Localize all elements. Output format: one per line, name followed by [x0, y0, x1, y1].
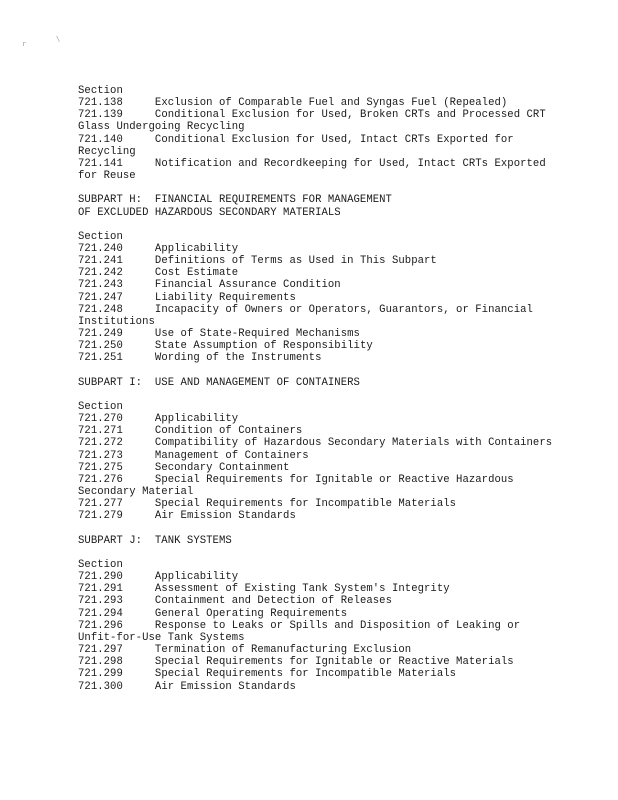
entry-separator: [123, 158, 155, 170]
toc-entry: [78, 668, 558, 680]
toc-entry: [78, 109, 558, 133]
blank-line: [78, 365, 558, 377]
section-list: [78, 85, 558, 182]
toc-entry: [78, 450, 558, 462]
entry-separator: [123, 340, 155, 352]
entry-separator: [123, 279, 155, 291]
toc-entry: [78, 681, 558, 693]
entry-separator: [123, 267, 155, 279]
section-title: Cost Estimate: [154, 267, 239, 280]
section-title: Conditional Exclusion for Used, Broken CRTs and Processed CRT Glass Undergoing Recycling: [78, 109, 553, 134]
section-label: Section: [78, 401, 123, 413]
section-number: 721.272: [78, 437, 123, 450]
section-number: 721.139: [78, 109, 123, 122]
section-number: 721.276: [78, 473, 123, 486]
section-title: Conditional Exclusion for Used, Intact CRTs Exported for Recycling: [78, 133, 521, 158]
toc-entry: [78, 340, 558, 352]
section-title: Wording of the Instruments: [154, 352, 322, 365]
section-label: Section: [78, 559, 123, 571]
section-number: 721.298: [78, 656, 123, 669]
section-label: Section: [78, 85, 123, 97]
section-number: 721.241: [78, 255, 123, 268]
scan-speck: \: [56, 35, 61, 43]
toc-entry: [78, 304, 558, 328]
toc-entry: [78, 437, 558, 449]
section-title: Response to Leaks or Spills and Disposition of Leaking or Unfit-for-Use Tank Systems: [78, 619, 527, 644]
entry-separator: [123, 134, 155, 146]
section-number: 721.250: [78, 340, 123, 353]
entry-separator: [123, 681, 155, 693]
toc-entry: [78, 644, 558, 656]
blank-line: [78, 182, 558, 194]
entry-separator: [123, 668, 155, 680]
subpart-heading-line: SUBPART I: USE AND MANAGEMENT OF CONTAINERS: [78, 376, 360, 389]
section-title: Air Emission Standards: [154, 680, 296, 693]
section-number: 721.273: [78, 449, 123, 462]
section-list: [78, 401, 558, 523]
section-title: State Assumption of Responsibility: [154, 340, 373, 353]
section-number: 721.251: [78, 352, 123, 365]
toc-entry: [78, 267, 558, 279]
entry-separator: [123, 583, 155, 595]
toc-entry: [78, 620, 558, 644]
section-title: Applicability: [154, 243, 239, 255]
section-number: 721.138: [78, 97, 123, 110]
section-label: Section: [78, 230, 123, 243]
section-title: Assessment of Existing Tank System's Integrity: [154, 583, 450, 596]
section-number: 721.140: [78, 133, 123, 146]
section-title: Applicability: [154, 571, 239, 584]
entry-separator: [123, 450, 155, 462]
section-title: Liability Requirements: [154, 291, 296, 304]
section-title: Incapacity of Owners or Operators, Guarantors, or Financial Institutions: [78, 303, 540, 328]
section-title: Exclusion of Comparable Fuel and Syngas Fuel (Repealed): [154, 97, 508, 110]
toc-entry: [78, 425, 558, 437]
toc-entry: [78, 279, 558, 291]
section-number: 721.291: [78, 583, 123, 596]
section-number: 721.300: [78, 680, 123, 693]
entry-separator: [123, 243, 155, 255]
blank-line: [78, 219, 558, 231]
toc-entry: [78, 608, 558, 620]
entry-separator: [123, 462, 155, 474]
toc-entry: [78, 134, 558, 158]
toc-entry: [78, 498, 558, 510]
toc-entry: [78, 352, 558, 364]
entry-separator: [123, 255, 155, 267]
entry-separator: [123, 413, 155, 425]
section-number: 721.279: [78, 510, 123, 523]
section-number: 721.242: [78, 267, 123, 280]
toc-entry: [78, 462, 558, 474]
toc-entry: [78, 158, 558, 182]
section-number: 721.243: [78, 279, 123, 292]
section-number: 721.249: [78, 328, 123, 341]
section-title: Containment and Detection of Releases: [154, 595, 392, 608]
section-title: Financial Assurance Condition: [154, 279, 341, 292]
section-list: [78, 559, 558, 693]
section-number: 721.277: [78, 498, 123, 511]
section-title: Notification and Recordkeeping for Used, Intact CRTs Exported for Reuse: [78, 157, 553, 183]
toc-entry: [78, 97, 558, 109]
entry-separator: [123, 656, 155, 668]
entry-separator: [123, 425, 155, 437]
toc-entry: [78, 413, 558, 425]
section-title: General Operating Requirements: [154, 607, 348, 620]
section-title: Condition of Containers: [154, 425, 303, 438]
section-number: 721.248: [78, 303, 123, 316]
entry-separator: [123, 328, 155, 340]
section-number: 721.296: [78, 619, 123, 632]
entry-separator: [123, 644, 155, 656]
section-list: [78, 231, 558, 365]
entry-separator: [123, 498, 155, 510]
blank-line: [78, 523, 558, 535]
entry-separator: [123, 97, 155, 109]
section-title: Termination of Remanufacturing Exclusion: [154, 644, 412, 657]
toc-entry: [78, 595, 558, 607]
entry-separator: [123, 292, 155, 304]
section-number: 721.240: [78, 243, 123, 255]
section-title: Use of State-Required Mechanisms: [154, 328, 360, 341]
entry-separator: [123, 510, 155, 522]
section-number: 721.294: [78, 607, 123, 620]
section-number: 721.290: [78, 571, 123, 584]
entry-separator: [123, 595, 155, 607]
section-title: Special Requirements for Ignitable or Reactive Materials: [154, 656, 514, 669]
entry-separator: [123, 474, 155, 486]
section-title: Special Requirements for Incompatible Materials: [154, 668, 457, 681]
section-title: Definitions of Terms as Used in This Subpart: [154, 255, 437, 268]
toc-entry: [78, 571, 558, 583]
table-of-contents: [78, 85, 558, 693]
subpart-heading: [78, 377, 558, 389]
section-number: 721.297: [78, 644, 123, 657]
section-title: Special Requirements for Ignitable or Reactive Hazardous Secondary Material: [78, 473, 521, 499]
section-title: Management of Containers: [154, 449, 309, 462]
section-number: 721.275: [78, 461, 123, 474]
section-title: Air Emission Standards: [154, 510, 296, 523]
entry-separator: [123, 620, 155, 632]
toc-entry: [78, 292, 558, 304]
section-number: 721.141: [78, 157, 123, 170]
entry-separator: [123, 571, 155, 583]
entry-separator: [123, 437, 155, 449]
section-title: Secondary Containment: [154, 461, 290, 474]
blank-line: [78, 389, 558, 401]
section-number: 721.247: [78, 291, 123, 304]
section-number: 721.270: [78, 413, 123, 426]
entry-separator: [123, 608, 155, 620]
toc-entry: [78, 328, 558, 340]
toc-entry: [78, 474, 558, 498]
subpart-heading: [78, 535, 558, 547]
section-title: Applicability: [154, 413, 239, 426]
subpart-heading-line: SUBPART H: FINANCIAL REQUIREMENTS FOR MANAGEMENT: [78, 194, 392, 207]
toc-entry: [78, 656, 558, 668]
entry-separator: [123, 352, 155, 364]
subpart-heading-line: OF EXCLUDED HAZARDOUS SECONDARY MATERIALS: [78, 206, 341, 219]
toc-entry: [78, 510, 558, 522]
section-number: 721.293: [78, 595, 123, 608]
section-title: Special Requirements for Incompatible Materials: [154, 498, 457, 511]
subpart-heading-line: SUBPART J: TANK SYSTEMS: [78, 534, 232, 547]
toc-entry: [78, 255, 558, 267]
section-title: Compatibility of Hazardous Secondary Materials with Containers: [154, 437, 553, 450]
blank-line: [78, 547, 558, 559]
subpart-heading: [78, 194, 558, 218]
section-number: 721.299: [78, 668, 123, 681]
scan-speck: r: [22, 40, 27, 48]
section-number: 721.271: [78, 425, 123, 438]
toc-entry: [78, 243, 558, 255]
entry-separator: [123, 304, 155, 316]
toc-entry: [78, 583, 558, 595]
entry-separator: [123, 109, 155, 121]
